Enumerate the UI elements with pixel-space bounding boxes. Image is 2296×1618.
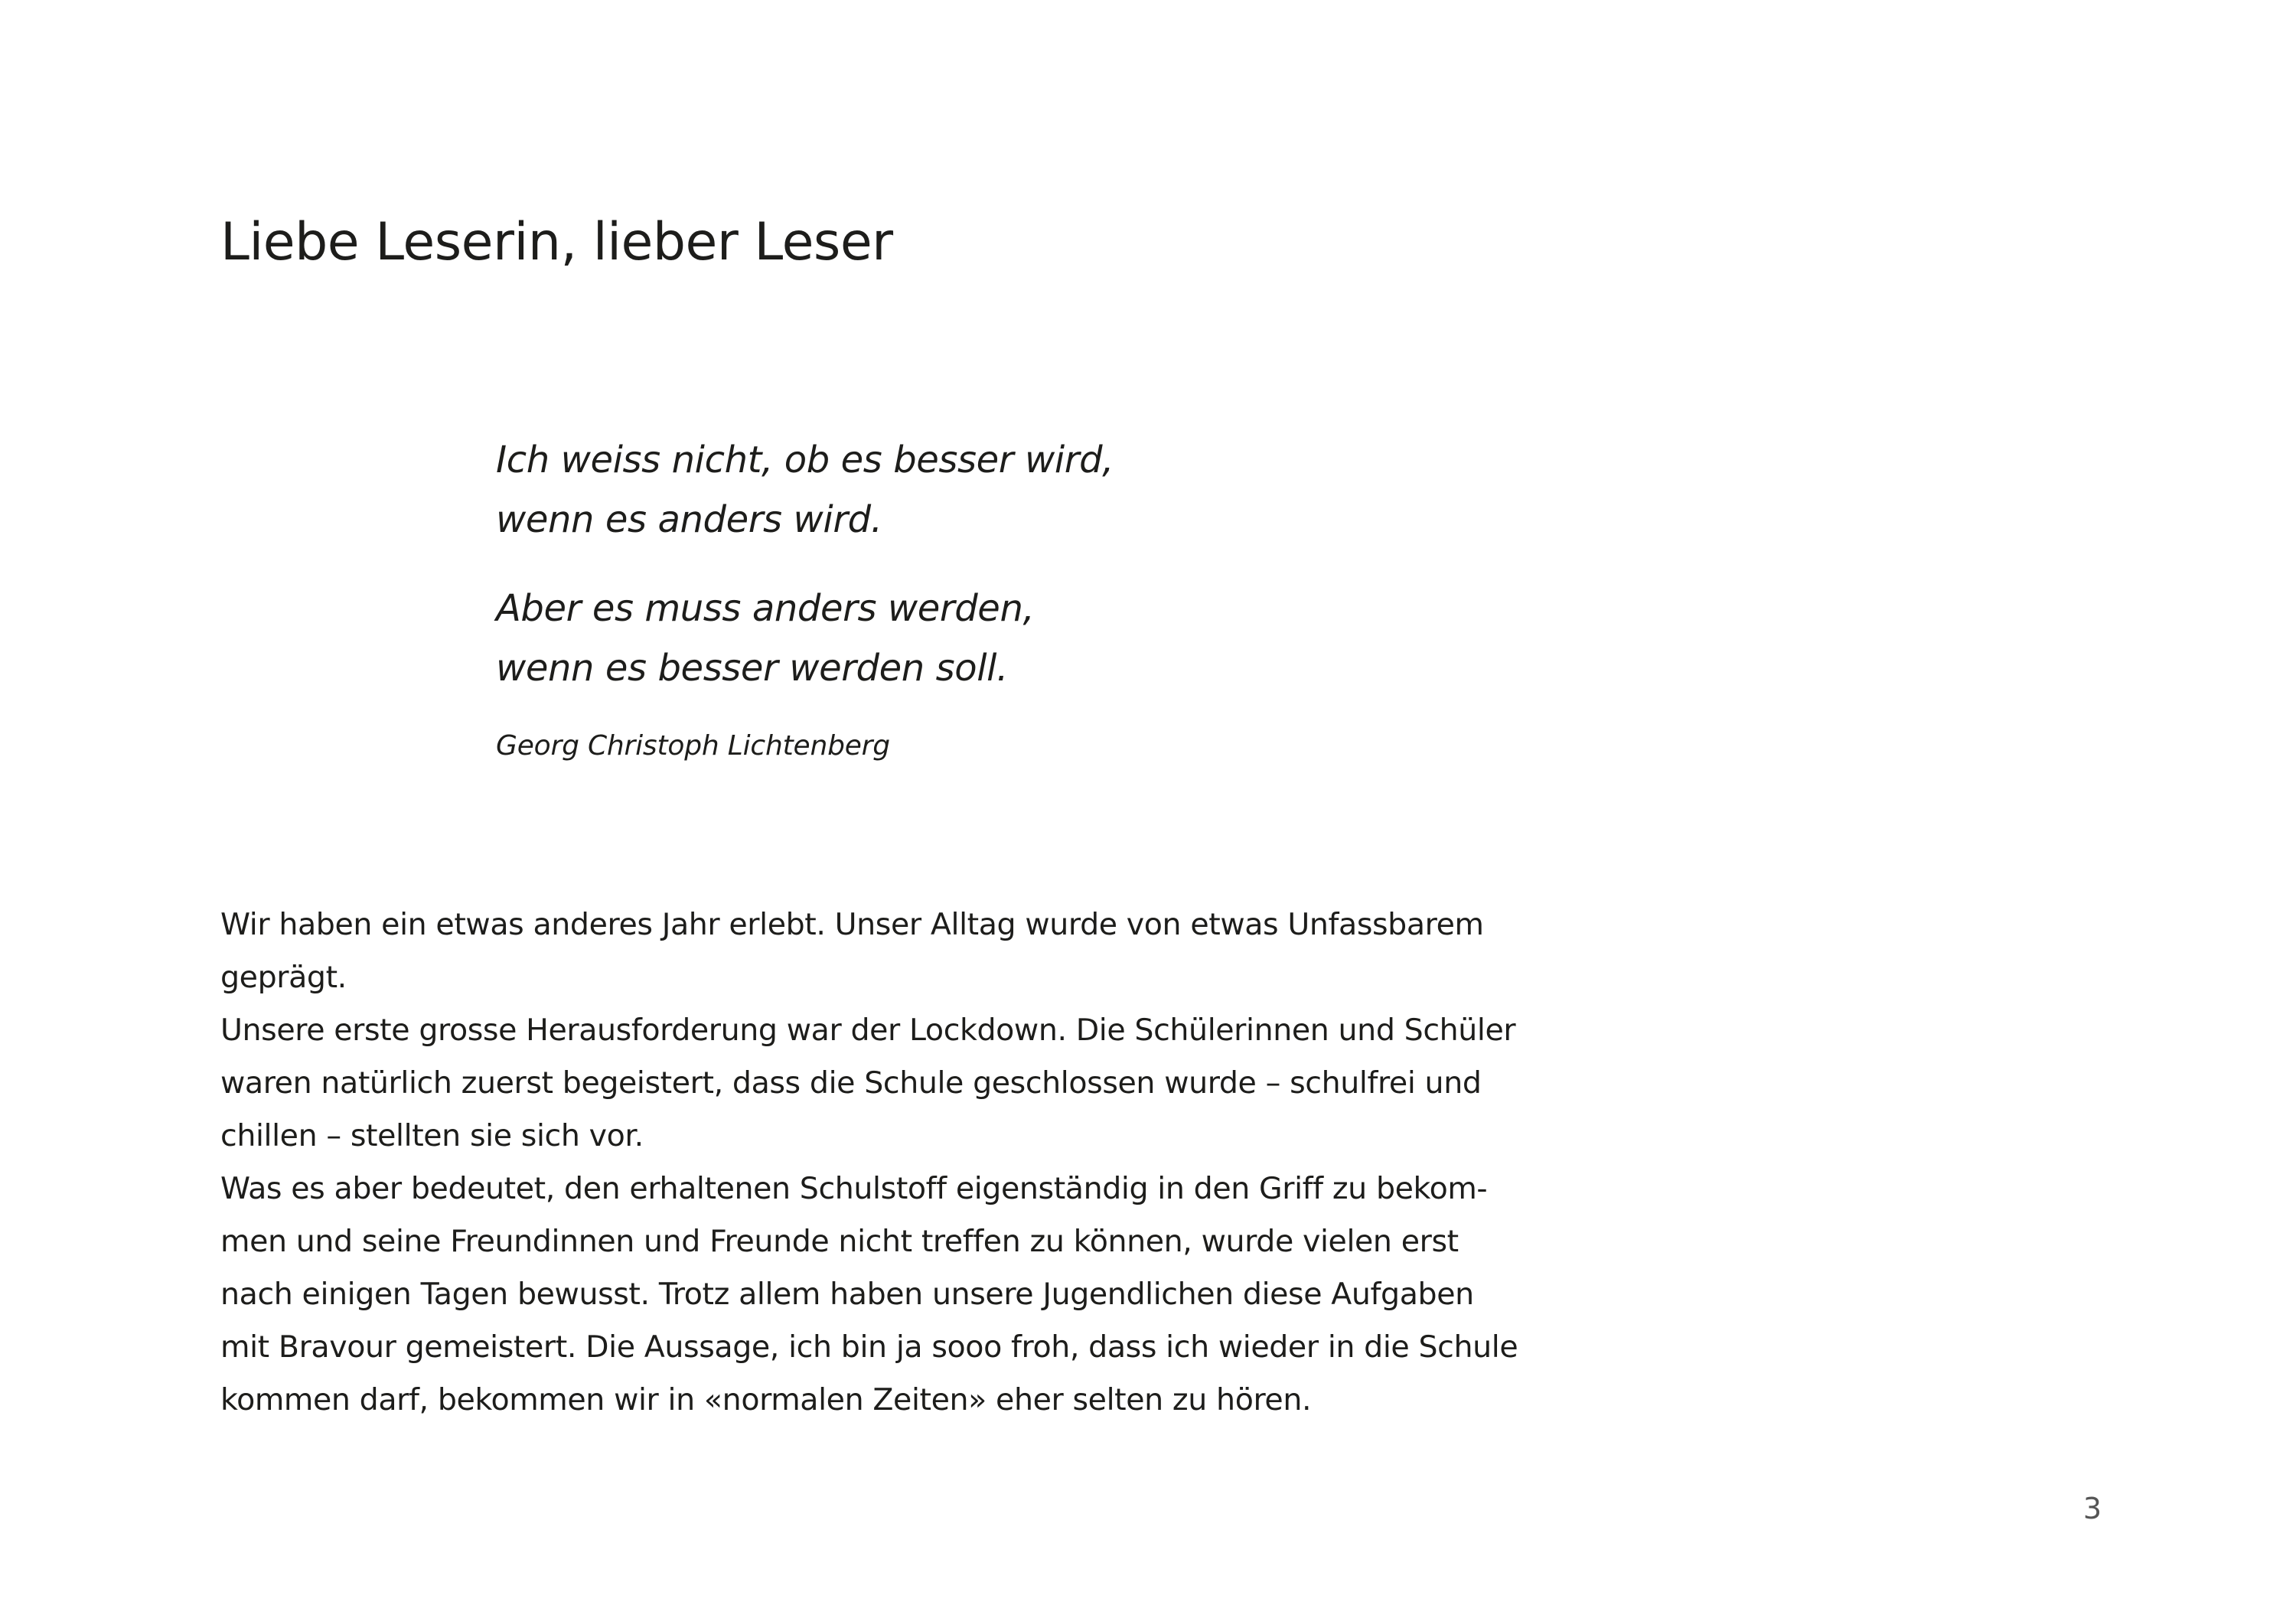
body-paragraph [220,899,1521,1427]
body-line: Unsere erste grosse Herausforderung war der Lockdown. Die Schülerinnen und Schüler [220,1013,1516,1048]
body-line: Was es aber bedeutet, den erhaltenen Schulstoff eigenständig in den Griff zu bekom- [220,1171,1488,1206]
epigraph-quote [496,430,1414,765]
page-title: Liebe Leserin, lieber Leser [220,212,893,272]
body-line: waren natürlich zuerst begeistert, dass die Schule geschlossen wurde – schulfrei und [220,1065,1482,1101]
body-line: chillen – stellten sie sich vor. [220,1118,644,1153]
body-line: men und seine Freundinnen und Freunde nicht treffen zu können, wurde vielen erst [220,1224,1459,1259]
quote-line: Ich weiss nicht, ob es besser wird, [496,439,1114,481]
quote-stanza [496,430,1414,550]
body-line: Wir haben ein etwas anderes Jahr erlebt. Unser Alltag wurde von etwas Unfassbarem [220,907,1484,942]
body-line: geprägt. [220,960,347,995]
body-line: nach einigen Tagen bewusst. Trotz allem haben unsere Jugendlichen diese Aufgaben [220,1277,1474,1312]
quote-author: Georg Christoph Lichtenberg [496,730,890,762]
body-line: mit Bravour gemeistert. Die Aussage, ich bin ja sooo froh, dass ich wieder in die Schule [220,1329,1518,1365]
quote-line: wenn es anders wird. [496,498,882,541]
quote-line: wenn es besser werden soll. [496,647,1008,690]
body-line: kommen darf, bekommen wir in «normalen Zeiten» eher selten zu hören. [220,1382,1312,1417]
page-number: 3 [2082,1492,2102,1525]
quote-line: Aber es muss anders werden, [496,587,1035,630]
quote-stanza [496,579,1414,698]
